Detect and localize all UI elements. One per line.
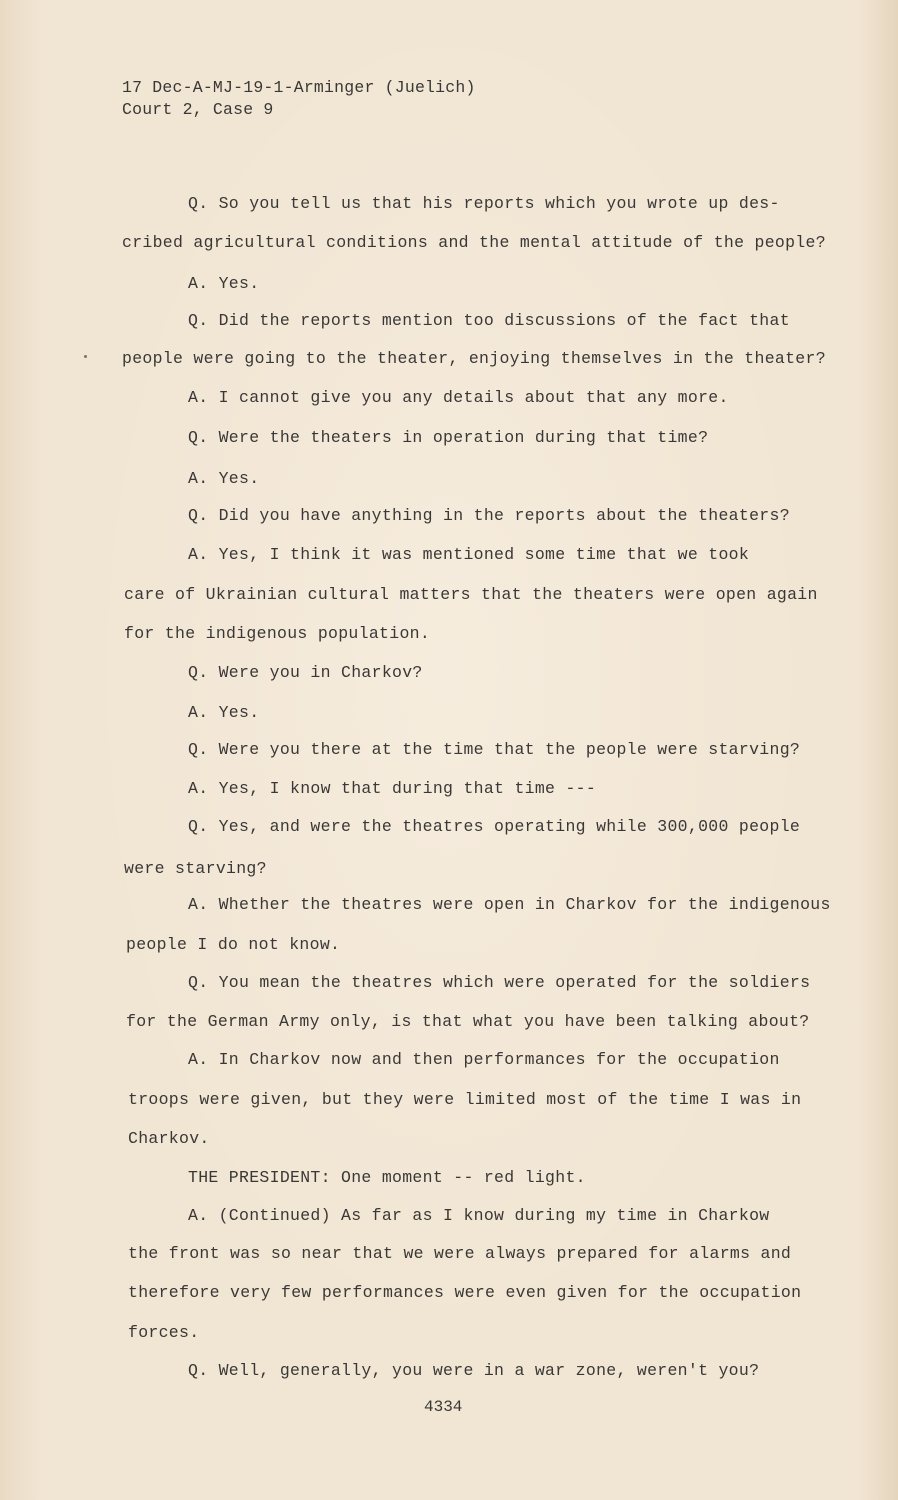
transcript-line: Q. Yes, and were the theatres operating while 300,000 people <box>188 817 801 836</box>
header-court-case: Court 2, Case 9 <box>122 100 274 119</box>
page-number: 4334 <box>424 1398 463 1416</box>
transcript-line: Q. You mean the theatres which were operated for the soldiers <box>188 973 811 992</box>
transcript-line: Q. Were you there at the time that the people were starving? <box>188 740 801 759</box>
transcript-line: A. I cannot give you any details about that any more. <box>188 388 729 407</box>
transcript-line: THE PRESIDENT: One moment -- red light. <box>188 1168 586 1187</box>
transcript-line: A. Yes. <box>188 469 260 488</box>
transcript-line: Charkov. <box>128 1129 210 1148</box>
transcript-line: forces. <box>128 1323 200 1342</box>
transcript-line: the front was so near that we were always prepared for alarms and <box>128 1244 792 1263</box>
transcript-line: people I do not know. <box>126 935 341 954</box>
header-case-reference: 17 Dec-A-MJ-19-1-Arminger (Juelich) <box>122 78 476 97</box>
transcript-line: A. Yes. <box>188 703 260 722</box>
transcript-line: Q. Were you in Charkov? <box>188 663 423 682</box>
transcript-line: for the indigenous population. <box>124 624 431 643</box>
paper-speck <box>84 355 87 358</box>
transcript-line: troops were given, but they were limited most of the time I was in <box>128 1090 802 1109</box>
transcript-line: Q. So you tell us that his reports which you wrote up des- <box>188 194 780 213</box>
transcript-line: care of Ukrainian cultural matters that the theaters were open again <box>124 585 818 604</box>
transcript-line: for the German Army only, is that what you have been talking about? <box>126 1012 810 1031</box>
transcript-line: A. Yes, I know that during that time --- <box>188 779 597 798</box>
transcript-line: Q. Were the theaters in operation during that time? <box>188 428 709 447</box>
transcript-line: Q. Did the reports mention too discussions of the fact that <box>188 311 790 330</box>
transcript-line: A. Whether the theatres were open in Charkov for the indigenous <box>188 895 831 914</box>
transcript-line: Q. Well, generally, you were in a war zone, weren't you? <box>188 1361 760 1380</box>
transcript-line: therefore very few performances were even given for the occupation <box>128 1283 802 1302</box>
transcript-line: were starving? <box>124 859 267 878</box>
transcript-line: A. In Charkov now and then performances for the occupation <box>188 1050 780 1069</box>
transcript-line: cribed agricultural conditions and the mental attitude of the people? <box>122 233 826 252</box>
transcript-line: A. Yes, I think it was mentioned some time that we took <box>188 545 750 564</box>
transcript-line: Q. Did you have anything in the reports about the theaters? <box>188 506 790 525</box>
transcript-line: A. (Continued) As far as I know during my time in Charkow <box>188 1206 770 1225</box>
transcript-line: A. Yes. <box>188 274 260 293</box>
transcript-line: people were going to the theater, enjoying themselves in the theater? <box>122 349 826 368</box>
